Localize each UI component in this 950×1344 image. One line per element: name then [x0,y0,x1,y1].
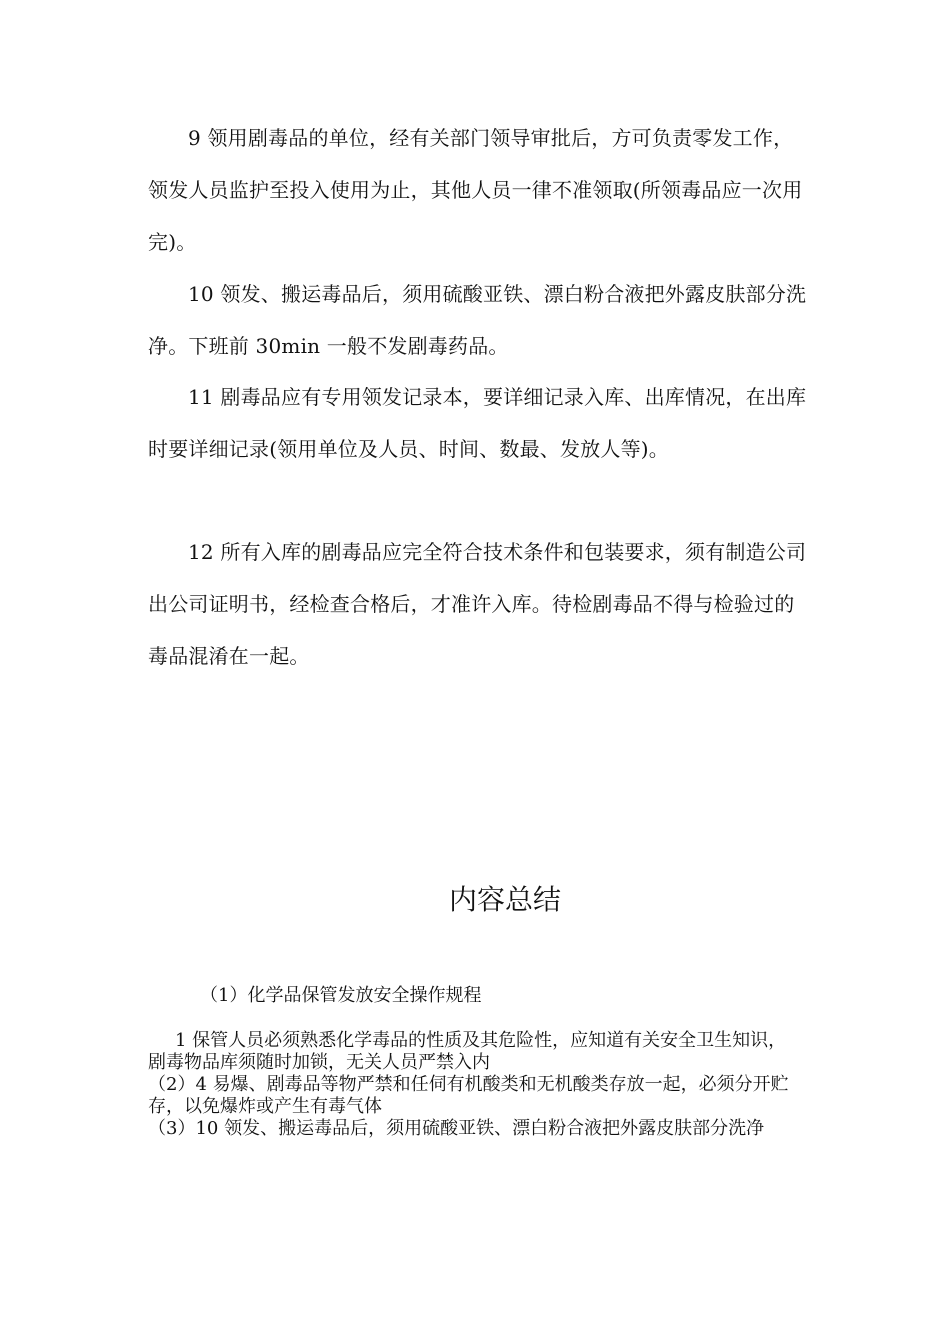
paragraph-12 [148,526,808,682]
paragraph-text: 9 领用剧毒品的单位，经有关部门领导审批后，方可负责零发工作，领发人员监护至投入使用为止，其他人员一律不准领取(所领毒品应一次用完)。 [148,126,803,254]
paragraph-10 [148,268,808,372]
paragraph-text: 12 所有入库的剧毒品应完全符合技术条件和包装要求，须有制造公司出公司证明书，经检查合格后，才准许入库。待检剧毒品不得与检验过的毒品混淆在一起。 [148,540,807,668]
summary-line-2: （2）4 易爆、剧毒品等物严禁和任伺有机酸类和无机酸类存放一起，必须分开贮存，以免爆炸或产生有毒气体 [148,1074,789,1117]
summary-line-3: （3）10 领发、搬运毒品后，须用硫酸亚铁、漂白粉合液把外露皮肤部分洗净 [148,1118,765,1139]
summary-subtitle: （1）化学品保管发放安全操作规程 [200,985,482,1006]
summary-title: 内容总结 [448,883,561,916]
summary-line-1: 1 保管人员必须熟悉化学毒品的性质及其危险性，应知道有关安全卫生知识，剧毒物品库须随时加锁，无关人员严禁入内 [148,1030,787,1073]
paragraph-11 [148,371,808,475]
summary-content [148,1030,803,1140]
paragraph-text: 11 剧毒品应有专用领发记录本，要详细记录入库、出库情况，在出库时要详细记录(领用单位及人员、时间、数最、发放人等)。 [148,385,807,461]
paragraph-9 [148,112,808,268]
paragraph-text: 10 领发、搬运毒品后，须用硫酸亚铁、漂白粉合液把外露皮肤部分洗净。下班前 30min 一般不发剧毒药品。 [148,282,807,358]
